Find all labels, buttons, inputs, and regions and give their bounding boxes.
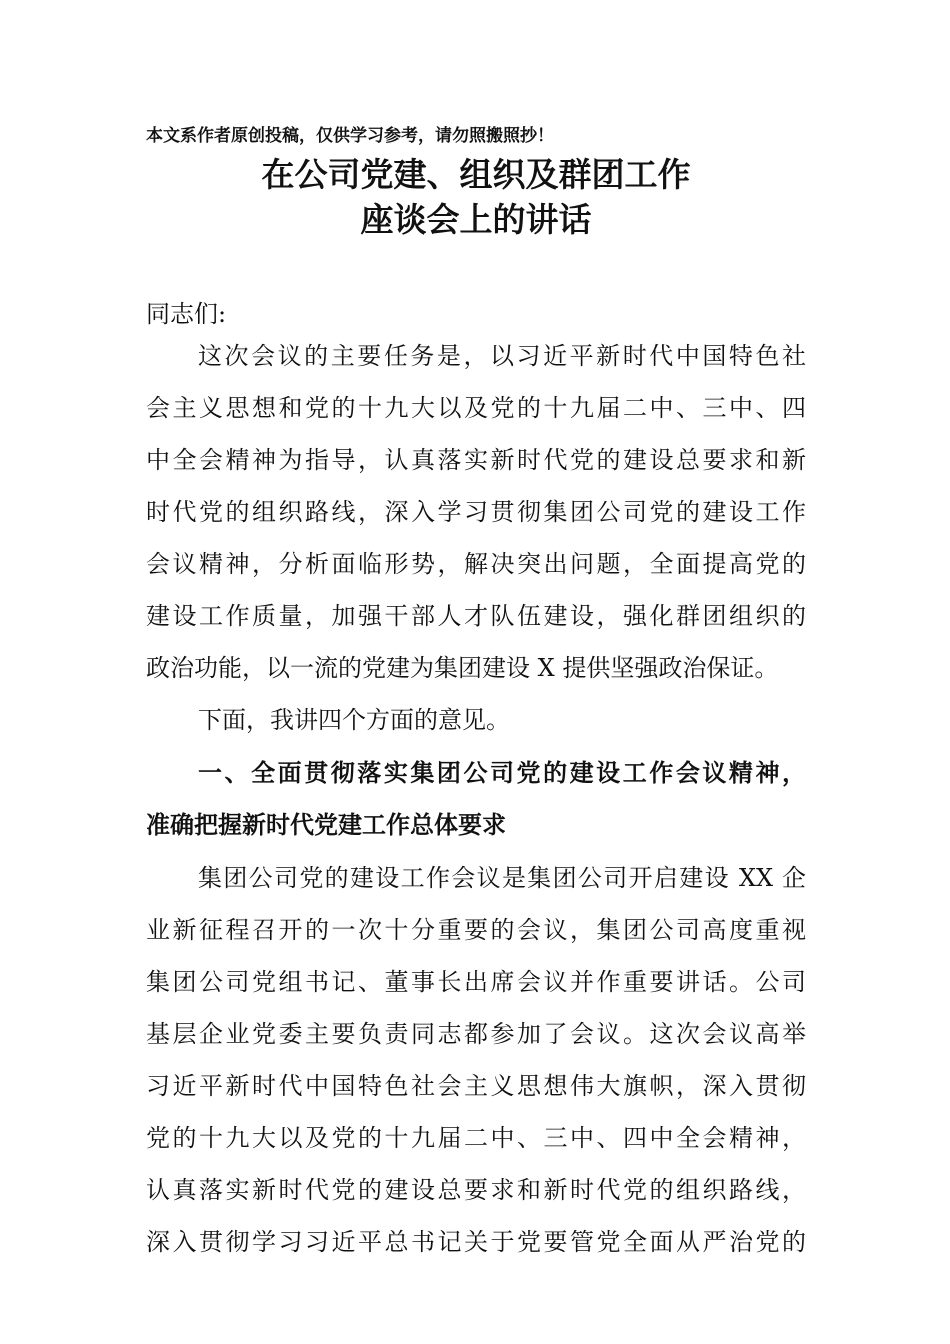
paragraph-line: 习近平新时代中国特色社会主义思想伟大旗帜，深入贯彻 xyxy=(146,1072,806,1100)
paragraph-line: 政治功能，以一流的党建为集团建设 X 提供坚强政治保证。 xyxy=(146,654,779,682)
paragraph-line: 基层企业党委主要负责同志都参加了会议。这次会议高举 xyxy=(146,1020,806,1048)
copyright-notice: 本文系作者原创投稿，仅供学习参考，请勿照搬照抄！ xyxy=(146,126,554,146)
paragraph-line: 会主义思想和党的十九大以及党的十九届二中、三中、四 xyxy=(146,394,806,422)
paragraph-line: 中全会精神为指导，认真落实新时代党的建设总要求和新 xyxy=(146,446,806,474)
paragraph-line: 认真落实新时代党的建设总要求和新时代党的组织路线， xyxy=(146,1176,806,1204)
paragraph-line: 下面，我讲四个方面的意见。 xyxy=(198,706,510,734)
paragraph-line: 集团公司党组书记、董事长出席会议并作重要讲话。公司 xyxy=(146,968,806,996)
paragraph-line: 时代党的组织路线，深入学习贯彻集团公司党的建设工作 xyxy=(146,498,806,526)
paragraph-line: 建设工作质量，加强干部人才队伍建设，强化群团组织的 xyxy=(146,602,806,630)
document-title-line-1: 在公司党建、组织及群团工作 xyxy=(261,155,691,194)
section-heading-line: 一、全面贯彻落实集团公司党的建设工作会议精神， xyxy=(198,759,806,787)
paragraph-line: 这次会议的主要任务是，以习近平新时代中国特色社 xyxy=(198,342,806,370)
paragraph-line: 深入贯彻学习习近平总书记关于党要管党全面从严治党的 xyxy=(146,1228,806,1256)
salutation: 同志们: xyxy=(146,300,227,328)
section-heading-line: 准确把握新时代党建工作总体要求 xyxy=(146,811,506,839)
document-title-line-2: 座谈会上的讲话 xyxy=(360,200,592,239)
paragraph-line: 会议精神，分析面临形势，解决突出问题，全面提高党的 xyxy=(146,550,806,578)
paragraph-line: 党的十九大以及党的十九届二中、三中、四中全会精神， xyxy=(146,1124,806,1152)
paragraph-line: 集团公司党的建设工作会议是集团公司开启建设 XX 企 xyxy=(198,864,806,892)
paragraph-line: 业新征程召开的一次十分重要的会议，集团公司高度重视 xyxy=(146,916,806,944)
